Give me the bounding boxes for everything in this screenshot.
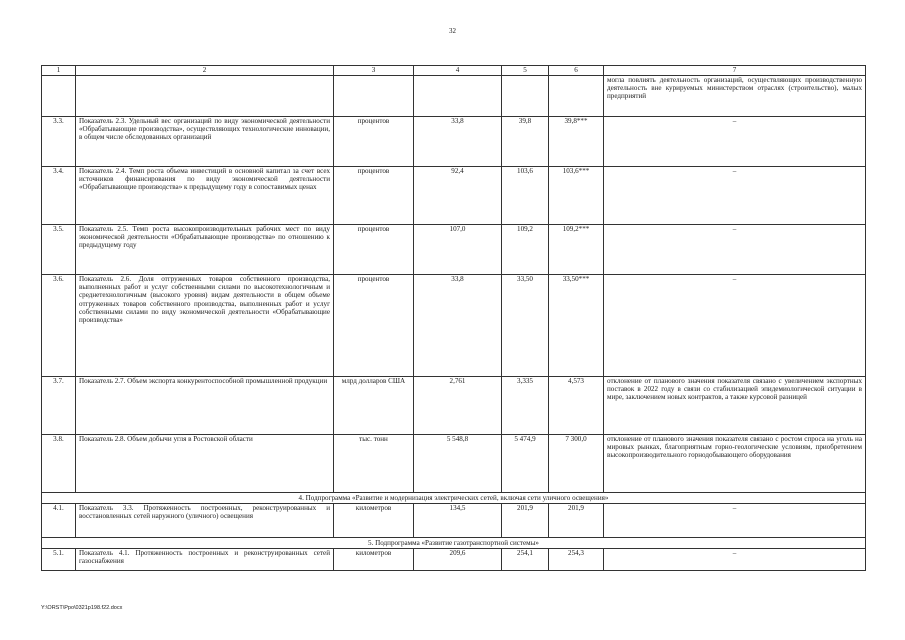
indicator-text: Показатель 2.3. Удельный вес организаций по виду экономической деятельности «Обрабатывающие производства», осуществляющих технологические инновации, в общем числе обследованных организаций (76, 117, 334, 167)
note-text: – (604, 167, 866, 225)
value-col6: 39,8*** (549, 117, 604, 167)
value-col4: 92,4 (414, 167, 502, 225)
header-cell: 1 (42, 66, 76, 76)
indicator-text: Показатель 2.5. Темп роста высокопроизводительных рабочих мест по виду экономической деятельности «Обрабатывающие производства» по отношению к предыдущему году (76, 225, 334, 275)
header-cell: 5 (502, 66, 549, 76)
value-col4: 209,6 (414, 549, 502, 571)
value-col6: 103,6*** (549, 167, 604, 225)
page-number: 32 (449, 27, 456, 35)
note-text: – (604, 549, 866, 571)
row-number (42, 76, 76, 117)
indicator-text: Показатель 2.6. Доля отгруженных товаров собственного производства, выполненных работ и услуг собственными силами по высокотехнологичным и среднетехнологичным (высокого уровня) видам деятельности в общем объеме отгруженных товаров собственного производства, выполненных работ и услуг собственными силами по виду экономической деятельности «Обрабатывающие производства» (76, 275, 334, 377)
value-col4: 33,8 (414, 117, 502, 167)
row-number: 3.4. (42, 167, 76, 225)
unit-cell: километров (334, 549, 414, 571)
header-cell: 2 (76, 66, 334, 76)
indicators-table (41, 65, 866, 571)
indicator-text: Показатель 3.3. Протяженность построенных, реконструированных и восстановленных сетей наружного (уличного) освещения (76, 504, 334, 538)
table-row (42, 225, 866, 275)
table-row (42, 117, 866, 167)
value-col6 (549, 76, 604, 117)
row-number: 3.3. (42, 117, 76, 167)
row-number: 3.5. (42, 225, 76, 275)
row-number: 5.1. (42, 549, 76, 571)
value-col5 (502, 76, 549, 117)
note-text: – (604, 504, 866, 538)
header-cell: 6 (549, 66, 604, 76)
indicator-text: Показатель 2.8. Объем добычи угля в Ростовской области (76, 435, 334, 493)
table-row (42, 435, 866, 493)
value-col6: 33,50*** (549, 275, 604, 377)
header-cell: 4 (414, 66, 502, 76)
row-number: 3.6. (42, 275, 76, 377)
value-col5: 254,1 (502, 549, 549, 571)
value-col4 (414, 76, 502, 117)
unit-cell: тыс. тонн (334, 435, 414, 493)
value-col5: 5 474,9 (502, 435, 549, 493)
table-row (42, 549, 866, 571)
value-col5: 33,50 (502, 275, 549, 377)
table-row (42, 275, 866, 377)
header-cell: 3 (334, 66, 414, 76)
indicator-text: Показатель 2.7. Объем экспорта конкурентоспособной промышленной продукции (76, 377, 334, 435)
header-cell: 7 (604, 66, 866, 76)
table-row (42, 167, 866, 225)
section-title: 4. Подпрограмма «Развитие и модернизация электрических сетей, включая сети уличного освещения» (42, 493, 866, 504)
unit-cell: километров (334, 504, 414, 538)
note-text: отклонение от планового значения показателя связано с увеличением экспортных поставок в 2022 году в связи со стабилизацией эпидемиологической ситуации в мире, заключением новых контрактов, а также курсовой разницей (604, 377, 866, 435)
row-number: 3.8. (42, 435, 76, 493)
section-row (42, 538, 866, 549)
indicator-text (76, 76, 334, 117)
note-text: могла повлиять деятельность организаций, осуществляющих производственную деятельность вне курируемых министерством отраслях (строительство), малых предприятий (604, 76, 866, 117)
row-number: 3.7. (42, 377, 76, 435)
note-text: – (604, 275, 866, 377)
value-col5: 201,9 (502, 504, 549, 538)
value-col4: 5 548,8 (414, 435, 502, 493)
section-row (42, 493, 866, 504)
indicator-text: Показатель 2.4. Темп роста объема инвестиций в основной капитал за счет всех источников финансирования по виду экономической деятельности «Обрабатывающие производства» к предыдущему году в сопоставимых ценах (76, 167, 334, 225)
note-text: – (604, 117, 866, 167)
value-col6: 254,3 (549, 549, 604, 571)
value-col6: 109,2*** (549, 225, 604, 275)
unit-cell: процентов (334, 275, 414, 377)
unit-cell: млрд долларов США (334, 377, 414, 435)
value-col5: 39,8 (502, 117, 549, 167)
value-col4: 2,761 (414, 377, 502, 435)
value-col5: 103,6 (502, 167, 549, 225)
note-text: отклонение от планового значения показателя связано с ростом спроса на уголь на мировых рынках, благоприятным горно-геологические условиям, приобретением высокопроизводительного горнодобывающего оборудования (604, 435, 866, 493)
unit-cell: процентов (334, 117, 414, 167)
table-row (42, 377, 866, 435)
indicator-text: Показатель 4.1. Протяженность построенных и реконструированных сетей газоснабжения (76, 549, 334, 571)
value-col6: 201,9 (549, 504, 604, 538)
section-title: 5. Подпрограмма «Развитие газотранспортной системы» (42, 538, 866, 549)
unit-cell (334, 76, 414, 117)
value-col4: 33,8 (414, 275, 502, 377)
unit-cell: процентов (334, 225, 414, 275)
value-col4: 134,5 (414, 504, 502, 538)
header-row (42, 66, 866, 76)
table-row (42, 76, 866, 117)
unit-cell: процентов (334, 167, 414, 225)
table-row (42, 504, 866, 538)
row-number: 4.1. (42, 504, 76, 538)
value-col5: 109,2 (502, 225, 549, 275)
note-text: – (604, 225, 866, 275)
file-path-footer: Y:\ORST\Ppo\0321p198.f22.docx (41, 605, 123, 611)
value-col6: 7 300,0 (549, 435, 604, 493)
value-col6: 4,573 (549, 377, 604, 435)
value-col4: 107,0 (414, 225, 502, 275)
value-col5: 3,335 (502, 377, 549, 435)
